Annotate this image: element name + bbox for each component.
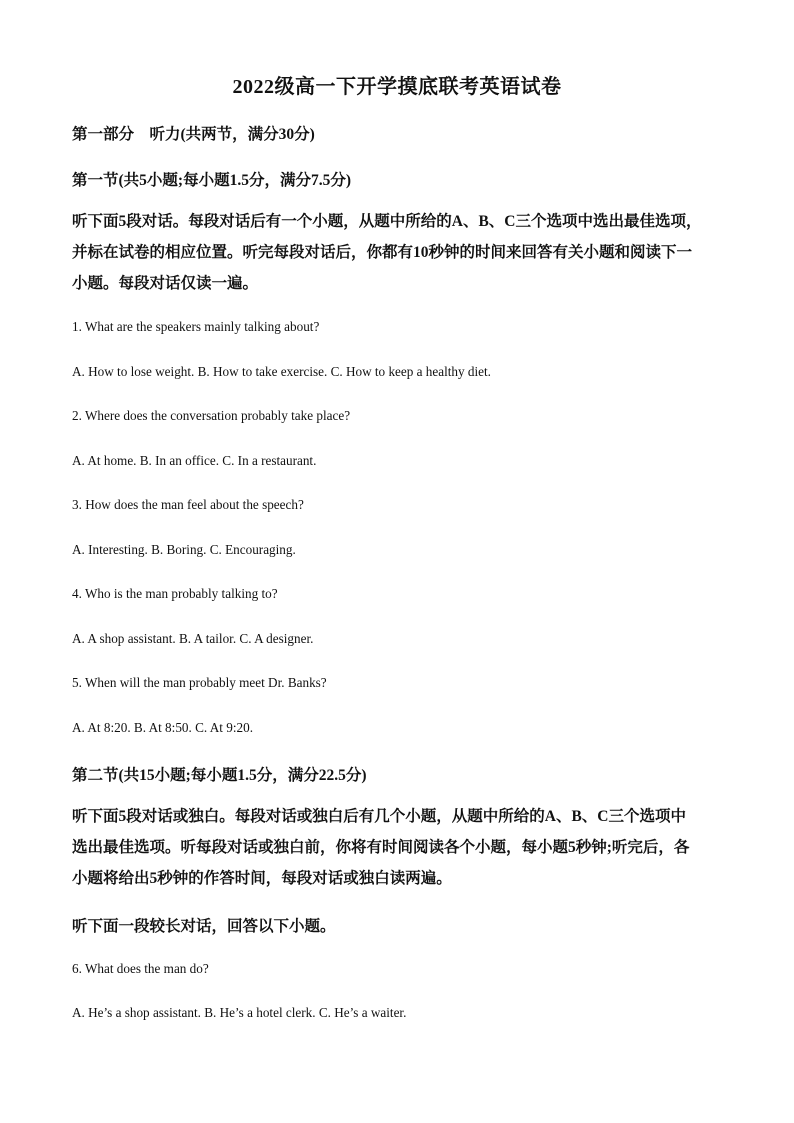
question-1-options: A. How to lose weight. B. How to take exercise. C. How to keep a healthy diet. — [72, 364, 491, 379]
instruction-line: 并标在试卷的相应位置。听完每段对话后，你都有10秒钟的时间来回答有关小题和阅读下一 — [72, 244, 693, 261]
part1-heading: 第一部分 听力(共两节，满分30分) — [72, 126, 315, 143]
exam-title: 2022级高一下开学摸底联考英语试卷 — [232, 76, 562, 98]
question-2-options: A. At home. B. In an office. C. In a restaurant. — [72, 453, 317, 468]
question-5: 5. When will the man probably meet Dr. Banks? — [72, 675, 327, 690]
instruction-line: 选出最佳选项。听每段对话或独白前，你将有时间阅读各个小题，每小题5秒钟;听完后，各 — [72, 839, 690, 856]
section2-instructions — [72, 801, 724, 894]
question-1: 1. What are the speakers mainly talking about? — [72, 319, 320, 334]
question-2: 2. Where does the conversation probably take place? — [72, 408, 351, 423]
question-3: 3. How does the man feel about the speech? — [72, 497, 304, 512]
section1-heading: 第一节(共5小题;每小题1.5分，满分7.5分) — [72, 172, 351, 189]
instruction-line: 小题。每段对话仅读一遍。 — [72, 275, 259, 292]
instruction-line: 小题将给出5秒钟的作答时间，每段对话或独白读两遍。 — [72, 870, 452, 887]
question-3-options: A. Interesting. B. Boring. C. Encouraging. — [72, 542, 296, 557]
question-6-options: A. He’s a shop assistant. B. He’s a hotel clerk. C. He’s a waiter. — [72, 1005, 407, 1020]
question-4: 4. Who is the man probably talking to? — [72, 586, 278, 601]
question-5-options: A. At 8:20. B. At 8:50. C. At 9:20. — [72, 720, 253, 735]
question-4-options: A. A shop assistant. B. A tailor. C. A designer. — [72, 631, 314, 646]
instruction-line: 听下面5段对话或独白。每段对话或独白后有几个小题，从题中所给的A、B、C三个选项中 — [72, 808, 686, 825]
instruction-line: 听下面5段对话。每段对话后有一个小题，从题中所给的A、B、C三个选项中选出最佳选项， — [72, 213, 702, 230]
question-6: 6. What does the man do? — [72, 961, 209, 976]
section1-instructions — [72, 206, 724, 299]
dialogue-intro: 听下面一段较长对话，回答以下小题。 — [72, 918, 336, 935]
section2-heading: 第二节(共15小题;每小题1.5分，满分22.5分) — [72, 767, 367, 784]
